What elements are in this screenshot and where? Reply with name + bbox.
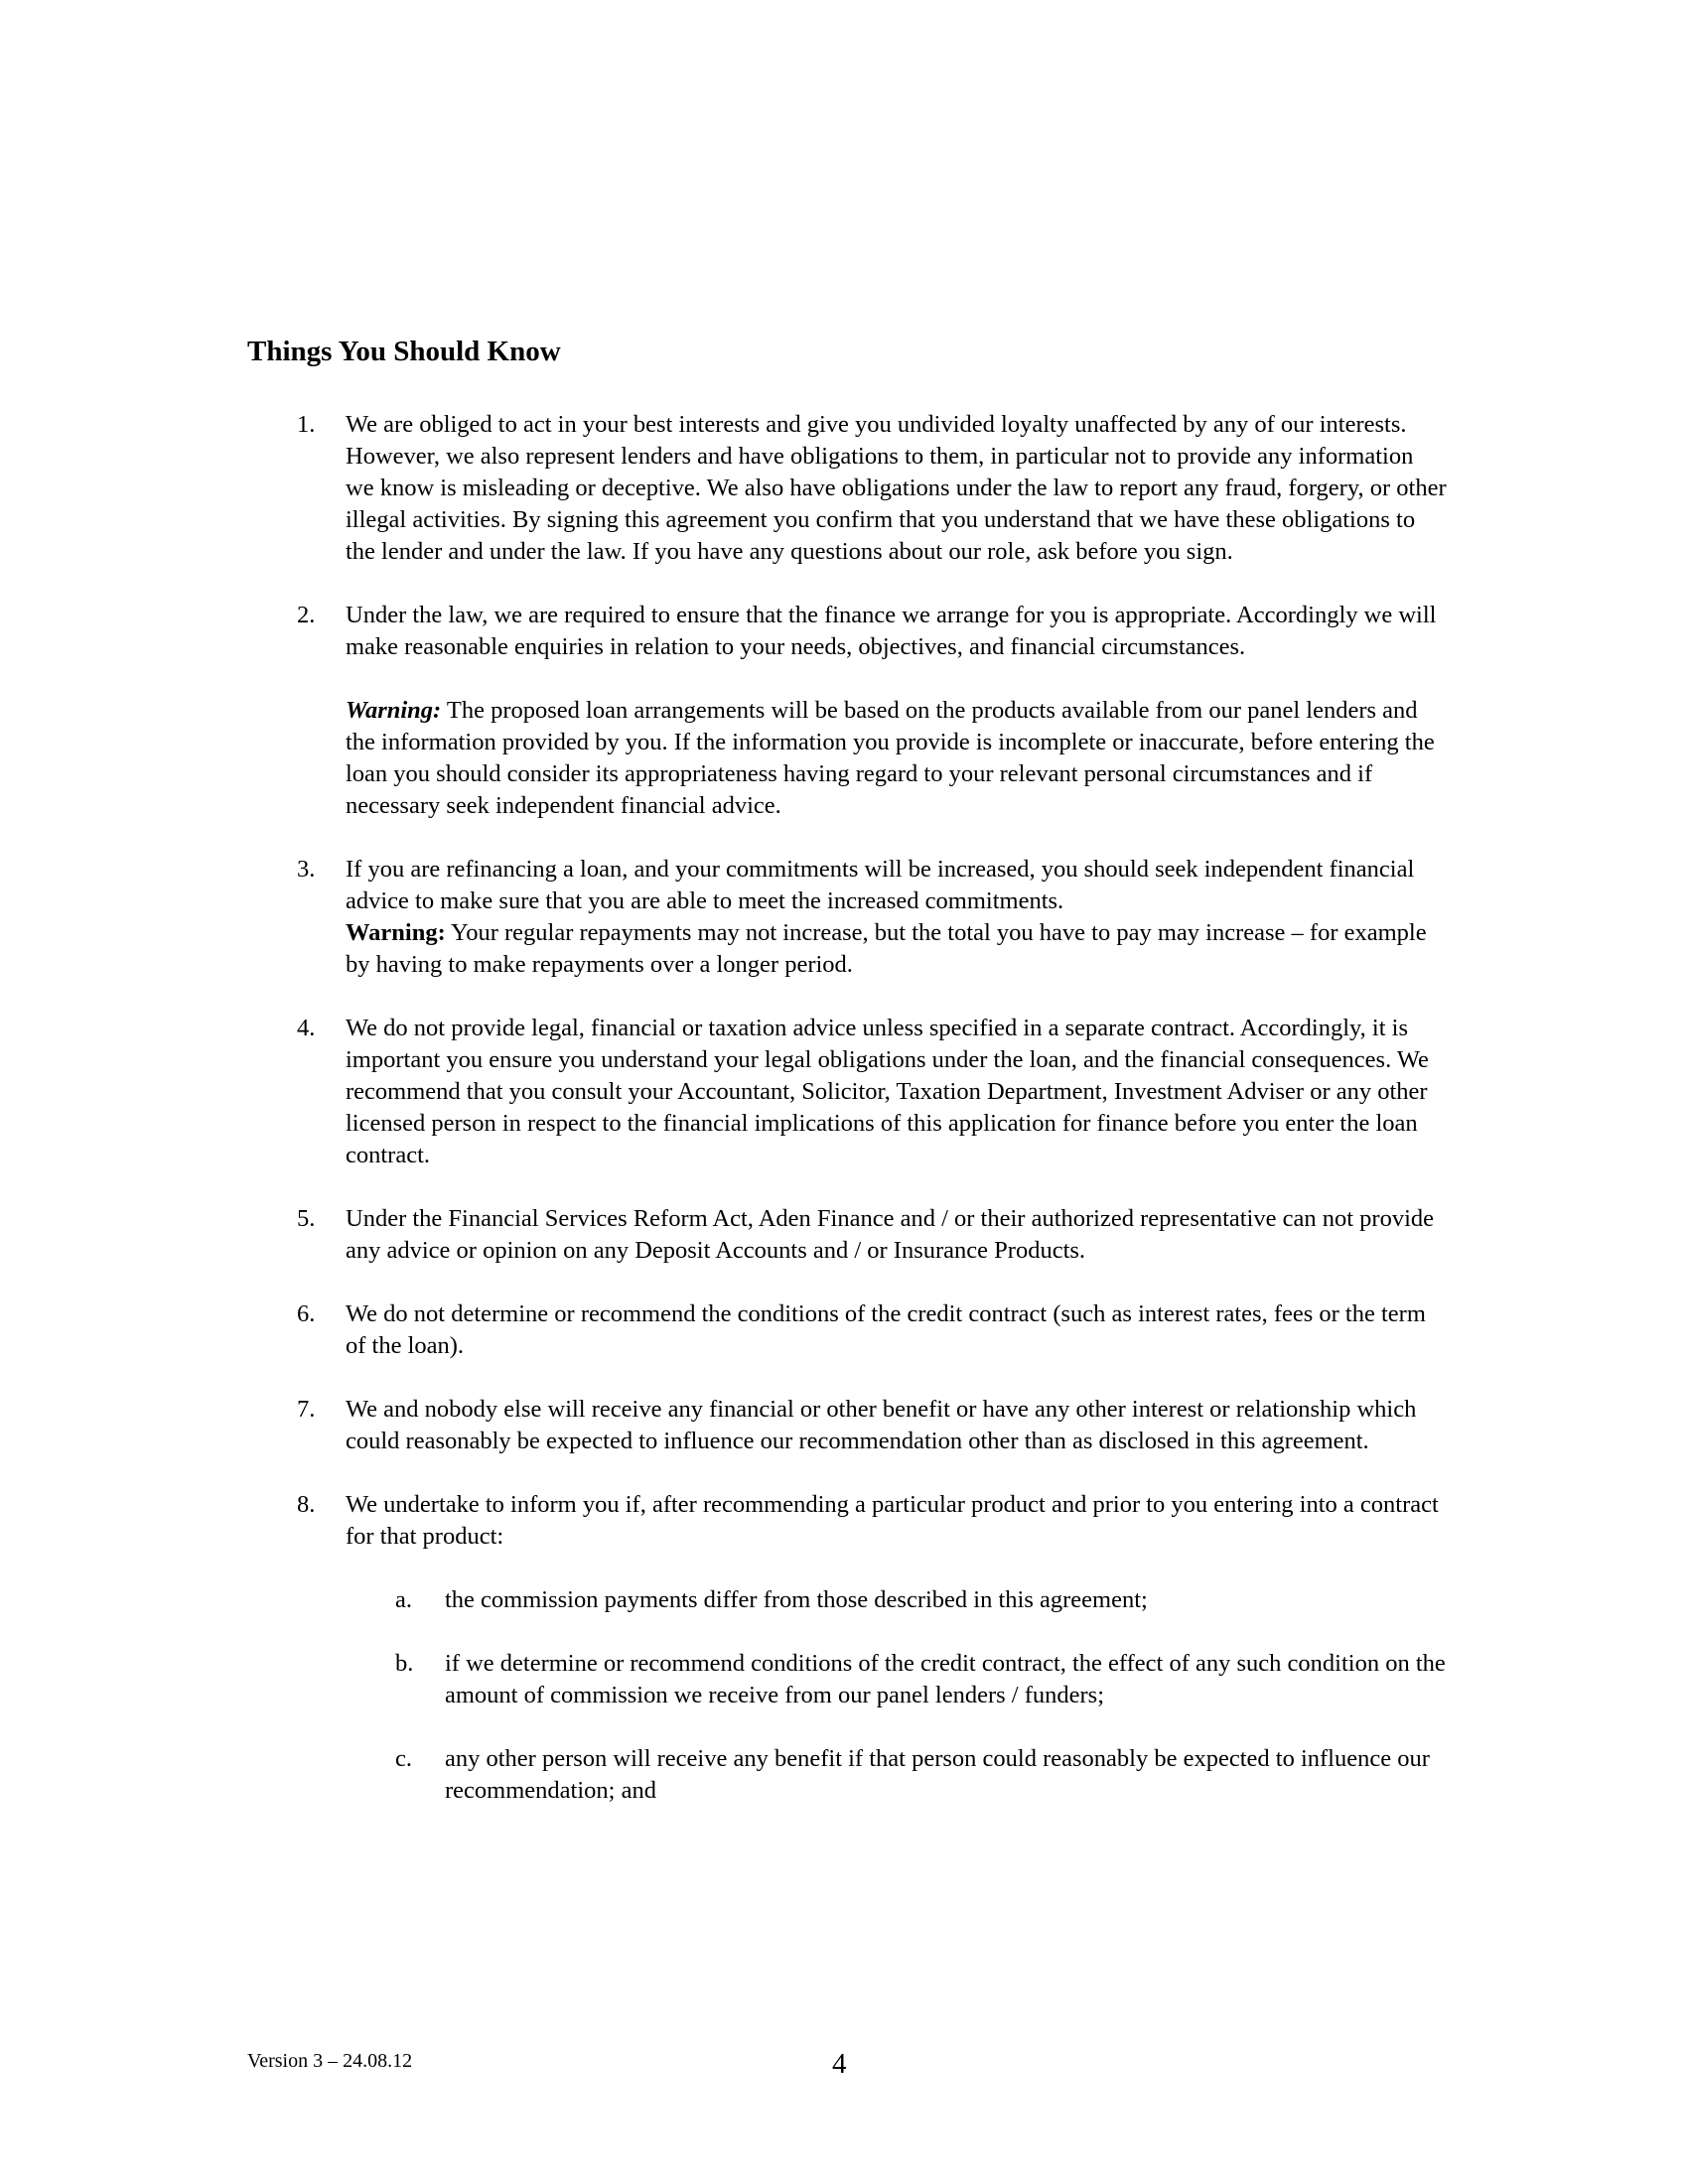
sub-list-item-label: a. <box>395 1586 412 1613</box>
list-item-text: We and nobody else will receive any financial or other benefit or have any other interest or relationship which could reasonably be expected to influence our recommendation other than as disclosed in this agreement. <box>346 1396 1417 1454</box>
list-item-text: We do not determine or recommend the conditions of the credit contract (such as interest rates, fees or the term of the loan). <box>346 1300 1426 1359</box>
sub-list-item-b <box>346 1648 1446 1711</box>
list-item-6 <box>247 1298 1439 1362</box>
list-item-1 <box>247 409 1447 568</box>
numbered-list <box>247 409 1447 1839</box>
sub-list-item-text: the commission payments differ from those described in this agreement; <box>445 1586 1148 1613</box>
list-item-number: 4. <box>297 1015 316 1041</box>
list-item-text: We undertake to inform you if, after recommending a particular product and prior to you entering into a contract for that product: <box>346 1491 1439 1550</box>
sub-list-item-text: if we determine or recommend conditions of the credit contract, the effect of any such condition on the amount of commission we receive from our panel lenders / funders; <box>445 1650 1446 1708</box>
list-item-text: Under the law, we are required to ensure that the finance we arrange for you is appropriate. Accordingly we will make reasonable enquiries in relation to your needs, objectives, and financial circumstances. <box>346 602 1437 660</box>
list-item-number: 5. <box>297 1205 316 1232</box>
list-item-3 <box>247 854 1439 981</box>
warning-text: The proposed loan arrangements will be based on the products available from our panel lenders and the information provided by you. If the information you provide is incomplete or inaccurate, before entering the loan you should consider its appropriateness having regard to your relevant personal circumstances and if necessary seek independent financial advice. <box>346 697 1435 819</box>
list-item-5 <box>247 1203 1439 1267</box>
list-item-number: 7. <box>297 1396 316 1423</box>
list-item-number: 3. <box>297 856 316 883</box>
list-item-number: 8. <box>297 1491 316 1518</box>
footer-version: Version 3 – 24.08.12 <box>247 2050 413 2072</box>
list-item-text: Under the Financial Services Reform Act, Aden Finance and / or their authorized representative can not provide any advice or opinion on any Deposit Accounts and / or Insurance Products. <box>346 1205 1435 1264</box>
sub-list <box>346 1584 1446 1807</box>
sub-list-item-a <box>346 1584 1439 1616</box>
warning-paragraph <box>346 695 1448 822</box>
sub-list-item-label: c. <box>395 1745 412 1772</box>
list-item-4 <box>247 1013 1439 1171</box>
sub-list-item-label: b. <box>395 1650 414 1677</box>
list-item-number: 6. <box>297 1300 316 1327</box>
list-item-7 <box>247 1394 1439 1457</box>
list-item-text: If you are refinancing a loan, and your commitments will be increased, you should seek independent financial advice to make sure that you are able to meet the increased commitments. <box>346 856 1415 914</box>
warning-label: Warning: <box>346 697 442 724</box>
list-item-number: 1. <box>297 411 316 438</box>
list-item-text: We are obliged to act in your best interests and give you undivided loyalty unaffected by any of our interests. However, we also represent lenders and have obligations to them, in particular not to provide any information we know is misleading or deceptive. We also have obligations under the law to report any fraud, forgery, or other illegal activities. By signing this agreement you confirm that you understand that we have these obligations to the lender and under the law. If you have any questions about our role, ask before you sign. <box>346 411 1447 565</box>
sub-list-item-text: any other person will receive any benefit if that person could reasonably be expected to influence our recommendation; and <box>445 1745 1430 1804</box>
list-item-paragraph <box>346 854 1448 981</box>
warning-text: Your regular repayments may not increase, but the total you have to pay may increase – for example by having to make repayments over a longer period. <box>346 919 1427 978</box>
list-item-text: We do not provide legal, financial or taxation advice unless specified in a separate contract. Accordingly, it is important you ensure you understand your legal obligations under the loan, and the financial consequences. We recommend that you consult your Accountant, Solicitor, Taxation Department, Investment Adviser or any other licensed person in respect to the financial implications of this application for finance before you enter the loan contract. <box>346 1015 1429 1168</box>
list-item-number: 2. <box>297 602 316 628</box>
warning-label: Warning: <box>346 919 446 946</box>
section-heading: Things You Should Know <box>247 336 561 367</box>
page-number: 4 <box>832 2048 847 2080</box>
list-item-2 <box>247 600 1439 822</box>
sub-list-item-c <box>346 1743 1439 1807</box>
list-item-8 <box>247 1489 1446 1807</box>
